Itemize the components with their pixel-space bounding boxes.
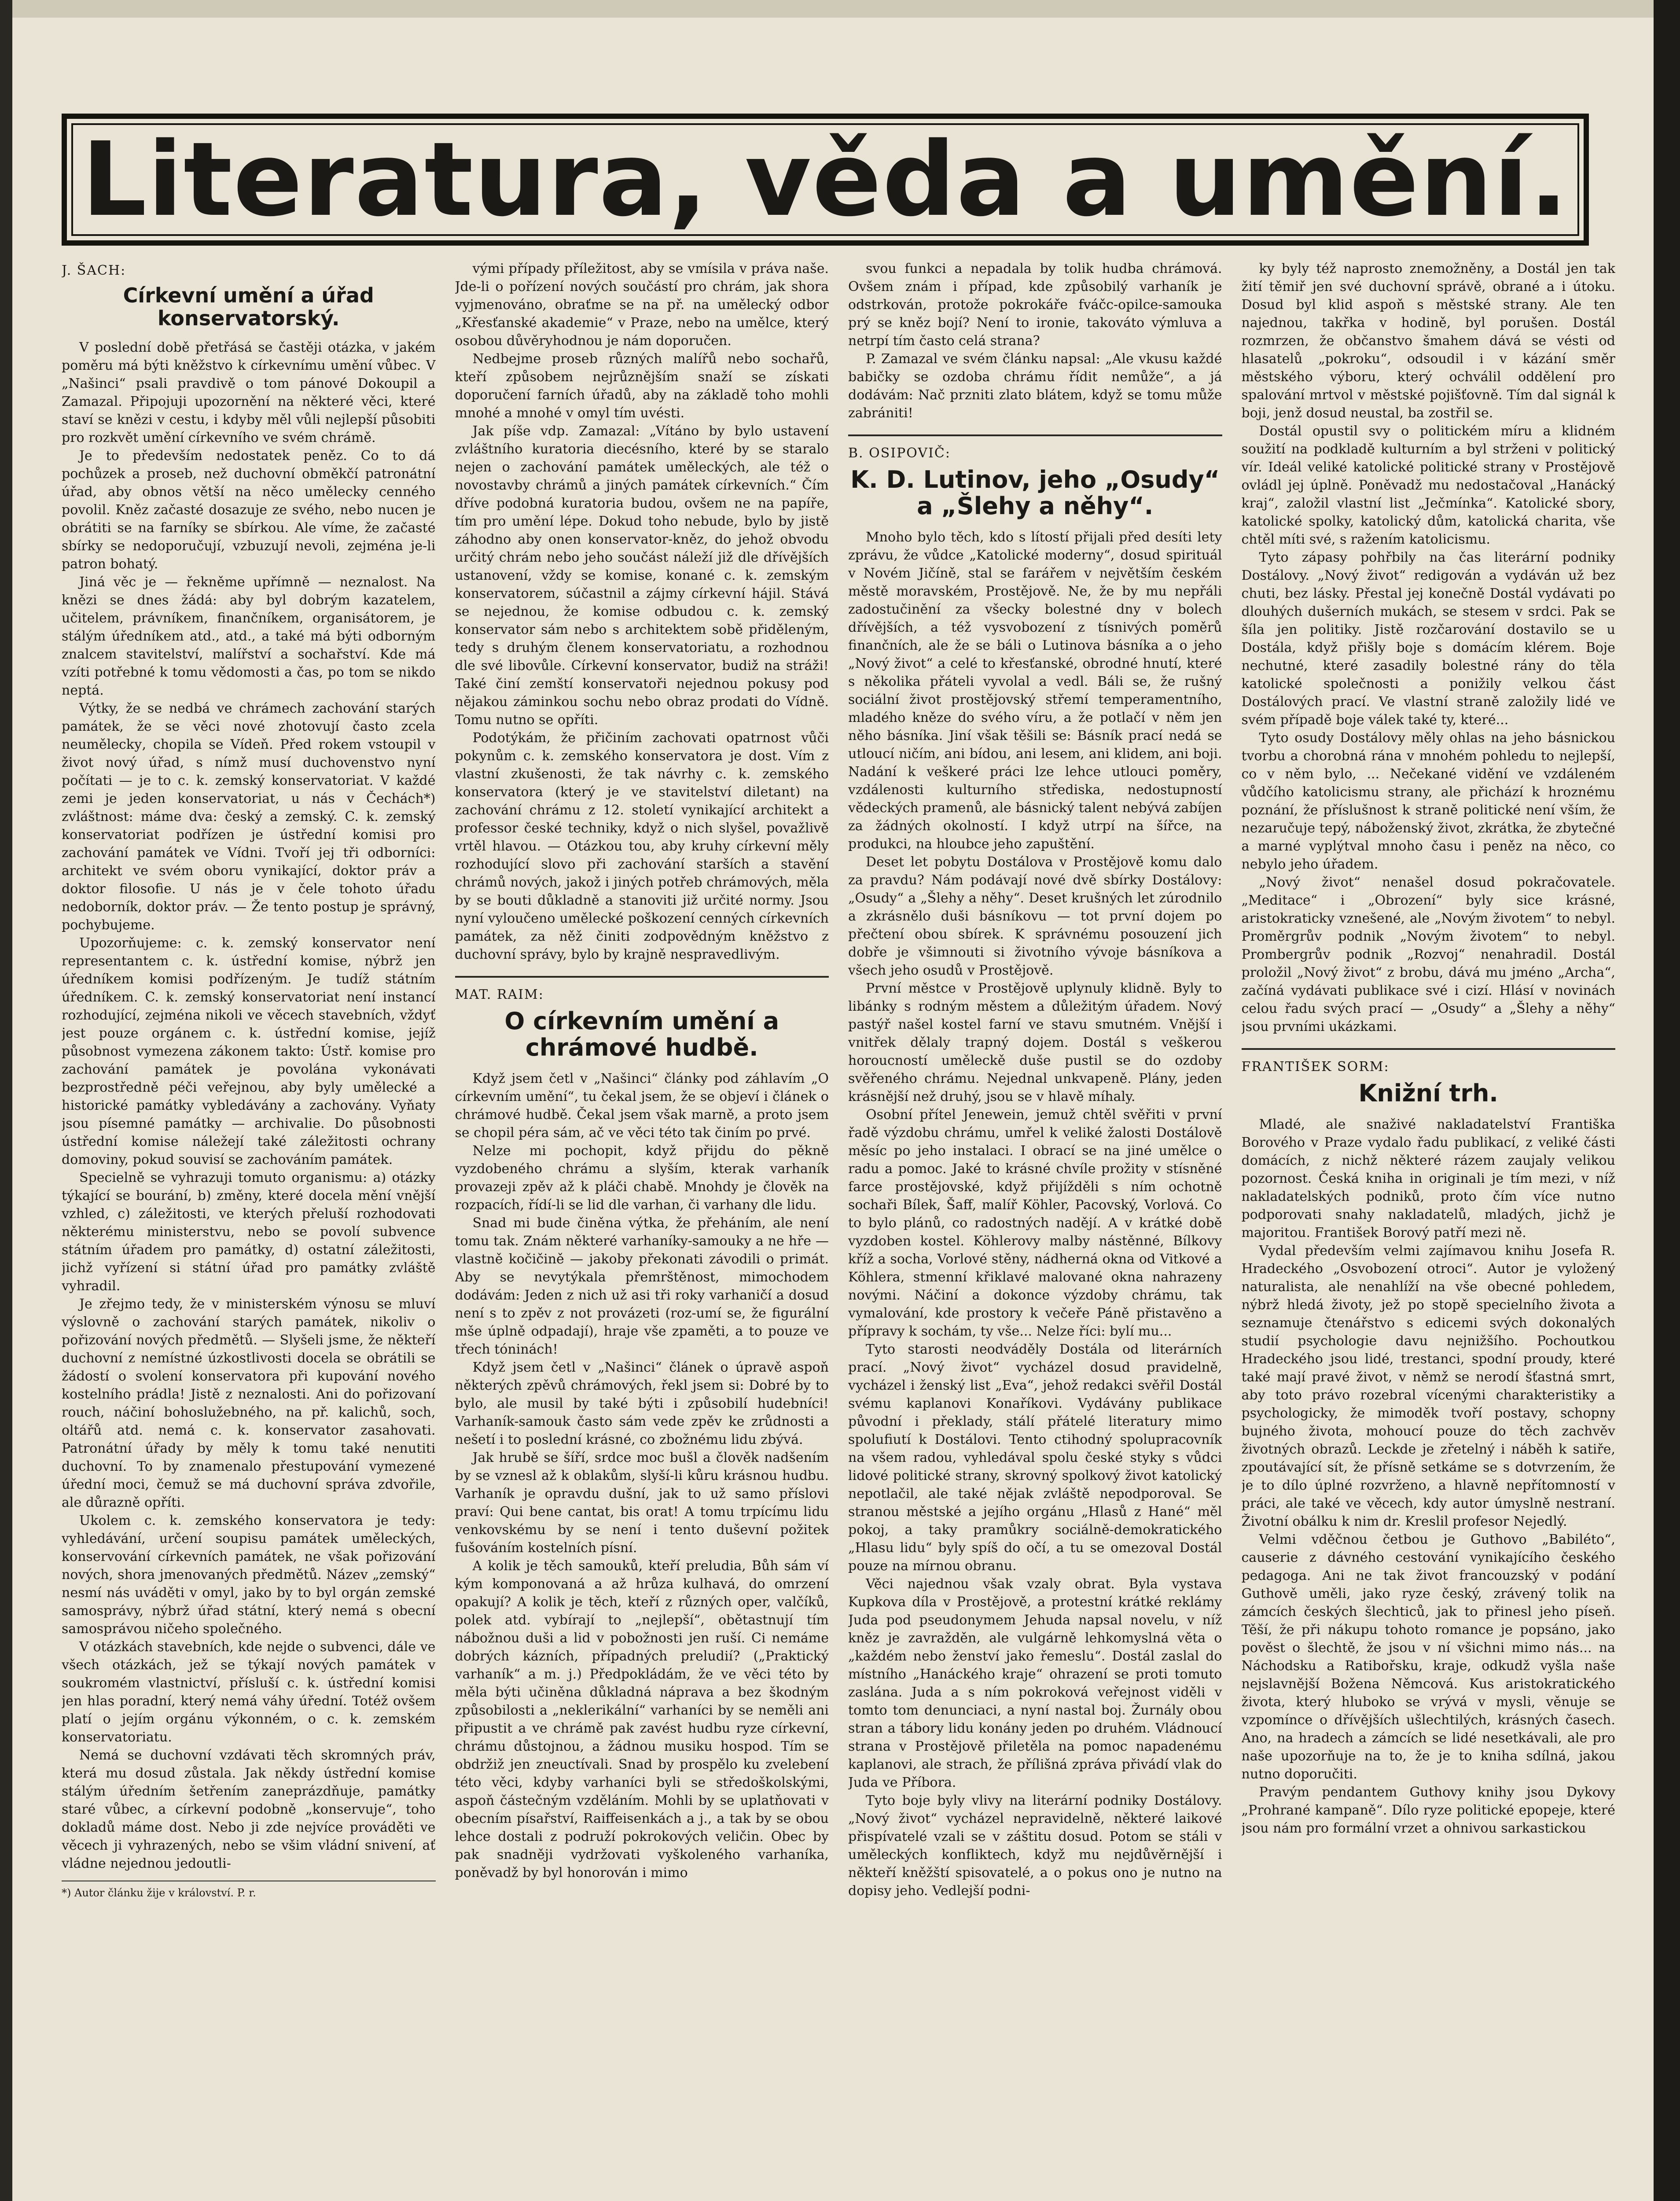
article-divider xyxy=(455,976,829,978)
column-1 xyxy=(62,260,436,2201)
paragraph: Specielně se vyhrazuji tomuto organismu: a) otázky týkající se bourání, b) změny, které docela mění vnější vzhled, c) záležitosti, ve kterých přeluší rozhodovati některému ministerstvu, nebo se povolí subvence státním úřadem pro památky, d) ostatní záležitosti, jichž vyřízení si státní úřad pro památky zvláště vyhradil. xyxy=(62,1170,436,1294)
paragraph: Je to především nedostatek peněz. Co to dá pochůzek a proseb, než duchovní obměkčí patronátní úřad, aby obnos větší na něco umělecky cenného povolil. Kněz začasté dosazuje ze svého, nebo nucen je obrátiti se na farníky se sbírkou. Ale víme, že začasté sbírky se nedoporučují, vzbuzují nevoli, zejména je-li patron bohatý. xyxy=(62,448,436,572)
article-body xyxy=(62,339,436,1873)
paragraph: Upozorňujeme: c. k. zemský konservator není representantem c. k. ústřední komise, nýbrž jen úředníkem komisi podřízeným. Je tudíž státním úředníkem. C. k. zemský konservatoriat není instancí rozhodující, zejména nikoli ve věcech stavebních, vždyť jest pouze orgánem c. k. ústřední komise, jejíž působnost vymezena zákonem takto: Ústř. komise pro zachování památek je povolána vykonávati bezprostředně péči veřejnou, aby byly umělecké a historické památky vybledávány a zachovány. Vyňaty jsou písemné památky — archivalie. Do působnosti ústřední komise náležejí také záležitosti ochrany domoviny, pokud souvisí se zachováním památek. xyxy=(62,935,436,1167)
column-3 xyxy=(848,260,1222,2201)
article-divider xyxy=(1242,1048,1616,1050)
article-title: Knižní trh. xyxy=(1358,1079,1498,1107)
paragraph: Ukolem c. k. zemského konservatora je tedy: vyhledávání, určení soupisu památek uměleckých, konservování církevních památek, ne však pořizování nových, shora jmenovaných předmětů. Název „zemský“ nesmí nás uváděti v omyl, jako by to byl orgán zemské samosprávy, nýbrž úřad státní, který nemá s obecní samosprávou ničeho společného. xyxy=(62,1513,436,1637)
paragraph: Výtky, že se nedbá ve chrámech zachování starých památek, že se věci nové zhotovují často zcela neuměleckу, chopila se Vídeň. Před rokem vstoupil v život nový úřad, s nímž musí duchovenstvo nyní počítati — je to c. k. zemský konservatoriat. V každé zemi je jeden konservatoriat, u nás v Čechách*) zvláštnost: máme dva: český a zemský. C. k. zemský konservatoriat podřízen je ústřední komisi pro zachování památek ve Vídni. Tvoří jej tři odborníci: architekt ve svém oboru vynikající, doktor práv a doktor filosofie. U nás je v čele tohoto úřadu nedoborník, doktor práv. — Že tento postup je správný, pochybujeme. xyxy=(62,701,436,933)
paragraph: Mnoho bylo těch, kdo s lítostí přijali před desíti lety zprávu, že vůdce „Katolické moderny“, dosud spirituál v Novém Jičíně, stal se farářem v největším českém městě moravském, Prostějově. Ne, že by mu nepřáli zadostučinění za všecky bolestné dny v bolech dřívějších, a též vysvobození z tísnivých poměrů finančních, ale že se báli o Lutinova básníka a o jeho „Nový život“ a celé to křesťanské, obrodné hnutí, které s několika přáteli vyvolal a vedl. Báli se, že rušný sociální život prostějovský střemí temperamentního, mladého kněze do svého víru, a že potlačí v něm jen něho básníka. Jiní však těšili se: Básník prací nedá se utloucí ničím, ani bídou, ani lesem, ani klidem, ani boji. Nadání k veškeré práci lze lehce utlouci poměry, vzdálenosti kulturního střediska, nedostupností vědeckých pramenů, ale básnický talent nebývá zabíjen za žádných okolností. I když utrpí na šířce, na produkci, na hloubce jeho zapuštění. xyxy=(848,530,1222,852)
paragraph: „Nový život“ nenašel dosud pokračovatele. „Meditace“ i „Obrození“ byly sice krásné, aristokraticky vznešené, ale „Novým životem“ to nebyl. Proměrgrův podnik „Novým životem“ to nebyl. Prombergrův podnik „Rozvoj“ nenahradil. Dostál proložil „Nový život“ z brobu, dává mu jméno „Archa“, začíná vydávati publikace své i cizí. Hlásí v novinách celou řadu svých prací — „Osudy“ a „Šlehy a něhy“ jsou prvními ukázkami. xyxy=(1241,875,1615,1034)
article-title: K. D. Lutinov, jeho „Osudy“ a „Šlehy a něhy“. xyxy=(850,466,1220,520)
paragraph: Jak hrubě se šíří, srdce moc bušl a člověk nadšením by se vznesl až k oblakům, slyší-li kůru krásnou hudbu. Varhaník je opravdu dušní, jak to už samo příslovi praví: Qui bene cantat, bis orat! A tomu trpícímu lidu venkovskému by se není i tento duševní požitek fušováním kostelních písní. xyxy=(455,1450,829,1556)
paragraph: Věci najednou však vzaly obrat. Byla vystava Kupkova díla v Prostějově, a protestní krátké reklámy Juda pod pseudonymem Jehuda napsal novelu, v níž kněz je zavražděn, ale vulgárně lehkomyslná věta o „každém nebo ženství jako řemeslu“. Dostál zaslal do místního „Hanáckého kraje“ ohrazení se proti tomuto zaslána. Juda a s ním pokroková veřejnost viděli v tomto tom denunciaci, a nyní nastal boj. Žurnály obou stran a tábory lidu konány jeden po druhém. Vládnoucí strana v Prostějově přiletěla na pomoc napadenému kaplanovi, ale strach, že přílišná zpráva přivádí vlak do Juda ve Příbora. xyxy=(848,1576,1222,1790)
article-body xyxy=(848,528,1222,1900)
paragraph: Osobní přítel Jenewein, jemuž chtěl svěřiti v první řadě výzdobu chrámu, umřel k veliké žalosti Dostálově měsíc po jeho instalaci. I obrací se na jiné umělce o radu a pomoc. Jaké to krásné chvíle prožity v stísněné farce prostějovské, když přijížděli s ním ochotně sochaři Bílek, Šaff, malíř Köhler, Pacovský, Vorlová. Co to bylo plánů, co radostných nadějí. A v krátké době vyzdoben kostel. Köhlerovy malby nástěnné, Bílkovy kříž a socha, Vorlové stěny, nádherná okna od Vitkové a Köhlera, stmenní křiklavé malované okna nahrazeny novými. Náčiní a dokonce výzdoby chrámu, tak vymalování, kde prostory k večeře Páně přistavěno a přípravy k sochám, ty vše... Nelze říci: bylí mu... xyxy=(848,1107,1222,1339)
paragraph: Jak píše vdp. Zamazal: „Vítáno by bylo ustavení zvláštního kuratoria diecésního, které by se staralo nejen o zachování památek uměleckých, ale též o novostavby chrámů a jiných památek církevních.“ Čím dříve podobná kuratoria budou, ovšem ne na papíře, tím pro umění lépe. Dokud toho nebude, bylo by jistě záhodno aby onen konservator-kněz, do jehož obvodu určitý chrám nebo jeho součást náleží již dle dřívějších ustanovení, vždy se komise, konané c. k. zemským konservatorem, súčastnil a zájmy církevní hájil. Stává se nejednou, že komise odbudou c. k. zemský konservator sám nebo s architektem sobě přiděleným, tedy s druhým členem konservatoriatu, a rozhodnou dle své libovůle. Církevní konservator, budiž na stráži! Také činí zemští konservatoři nejednou pokusy pod nějakou záminkou sochu nebo obraz prodati do Vídně. Tomu nutno se opříti. xyxy=(455,423,829,728)
article-divider xyxy=(848,434,1222,436)
article-author: B. OSIPOVIČ: xyxy=(848,445,951,461)
article-title: Církevní umění a úřad konservatorský. xyxy=(123,283,374,330)
paragraph: Nelze mi pochopit, když přijdu do pěkně vyzdobeného chrámu a slyším, kterak varhaník provazeji zpěv až k pláči chabě. Mnohdy je člověk na rozpacích, řídí-li se lid dle varhan, či varhany dle lidu. xyxy=(455,1143,829,1213)
paragraph: vými případy příležitost, aby se vmísila v práva naše. Jde-li o pořízení nových součástí pro chrám, jak shora vyjmenováno, obraťme se na př. na umělecký odbor „Křesťanské akademie“ v Praze, nebo na umělce, který osobou důvěryhodnou je nám doporučen. xyxy=(455,261,829,349)
article-body-continued xyxy=(455,260,829,964)
paragraph: ky byly též naprosto znemožněny, a Dostál jen tak žití těmiř jen své duchovní správě, obrané a i útoku. Dosud byl klid aspoň s městské strany. Ale ten najednou, takřka v hodině, byl porušen. Dostál rozmrzen, že občanstvo šmahem dává se vésti od hlasatelů „pokroku“, odsoudil i v kázání směr městského výboru, který ochválil oddělení pro spalování mrtvol v městské pojišťovně. Tím dal signál k boji, jenž dosud neustal, ba zostřil se. xyxy=(1241,261,1615,421)
paragraph: Deset let pobytu Dostálova v Prostějově komu dalo za pravdu? Nám podávají nové dvě sbírky Dostálovy: „Osudy“ a „Šlehy a něhy“. Deset krušných let zúrodnilo a zkrásnělo duši básníkovu — tot první dojem po přečtení obou sbírek. K správnému posouzení jich dobře je všimnouti si životního vývoje básníkova a všech jeho osudů v Prostějově. xyxy=(848,854,1222,978)
article-author: FRANTIŠEK SORM: xyxy=(1241,1059,1390,1075)
paragraph: Tyto osudy Dostálovy měly ohlas na jeho básnickou tvorbu a chorobná rána v mnohém pohledu to nejlepší, co v něm bylo, ... Nečekané vidění ve vzdáleném vůdčího katolicismu strany, ale přichází k hroznému poznání, že příslušnost k straně politické není vším, že nezaručuje tepý, náboženský život, zkrátka, že zbytečné a marné vyplýtval mnoho času i peněz na něco, co nebylo jeho úřadem. xyxy=(1241,730,1615,872)
paragraph: První městce v Prostějově uplynuly klidně. Byly to libánky s rodným městem a důležitým úřadem. Nový pastýř našel kostel farní ve stavu smutném. Vnější i vnitřek dělaly trapný dojem. Dostál s veškerou horoucností uměleckě duše pustil se do ozdoby svěřeného chrámu. Nejednal unkvapeně. Plány, jeden krásnější než druhý, jsou se v hlavě míhaly. xyxy=(848,981,1222,1104)
page-edge-left xyxy=(0,0,12,2201)
paragraph: Mladé, ale snaživé nakladatelství Františka Borového v Praze vydalo řadu publikací, z veliké části domácích, z nichž některé rázem zaujaly velikou pozornost. Česká kniha in originali je tím mezi, v níž nakladatelských podniků, proto čím více nutno podporovati snahy nakladatelů, mladých, jichž je majoritou. František Borový patří mezi ně. xyxy=(1241,1117,1615,1240)
paragraph: Podotýkám, že přičiním zachovati opatrnost vůči pokynům c. k. zemského konservatora je dost. Vím z vlastní zkušenosti, že tak návrhy c. k. zemského konservatora (který je ve stavitelství diletant) na zachování chrámu z 12. století vynikající architekt a professor české techniky, když o nich slyšel, považlivě vrtěl hlavou. — Otázkou tou, aby kruhy církevní měly rozhodující slovo při zachování starších a stavění chrámů nových, jakož i jiných potřeb chrámových, měla by se bouti důkladně a stanoviti již určité normy. Jsou nyní vyloučeno umělecké poškození cenných církevních památek, za něž činiti zodpovědným kněžstvo z duchovní správy, bylo by krajně nespravedlivým. xyxy=(455,730,829,962)
article-columns xyxy=(62,260,1615,2201)
paragraph: svou funkci a nepadala by tolik hudba chrámová. Ovšem znám i případ, kde způsobilý varhaník je odstrkován, protože pokrokáře fváčc-opilce-samouka prý se kněz bojí? Není to ironie, takováto výmluva a netrpí tím často celá strana? xyxy=(848,261,1222,349)
article-body xyxy=(1242,1115,1616,1837)
paragraph: P. Zamazal ve svém článku napsal: „Ale vkusu každé babičky se ozdoba chrámu řídit nemůže“, a já dodávám: Nač przniti zlato blátem, když se tomu může zabrániti! xyxy=(848,351,1222,421)
article-author: MAT. RAIM: xyxy=(455,987,544,1002)
masthead-title: Literatura, věda a umění. xyxy=(81,120,1569,239)
column-2 xyxy=(455,260,829,2201)
paragraph: V otázkách stavebních, kde nejde o subvenci, dále ve všech otázkách, jež se týkají nových památek v soukromém vlastnictví, přísluší c. k. ústřední komisi jen hlas poradní, který nemá váhy úřední. Totéž ovšem platí o jejím orgánu výkonném, o c. k. zemském konservatoriatu. xyxy=(62,1639,436,1745)
paragraph: Dostál opustil svy o politickém míru a klidném soužití na podkladě kulturním a byl strženi v politický vír. Ideál veliké katolické politické strany v Prostějově ovládl jej úplně. Poněvadž mu nedostačoval „Hanácký kraj“, založil vlastní list „Ječmínka“. Katolické sbory, katolické spolky, katolický dům, katolická charita, vše chtěl míti své, s ražením katolicismu. xyxy=(1241,423,1615,547)
paragraph: Nedbejme proseb různých malířů nebo sochařů, kteří způsobem nejrůznějším snaží se získati doporučení farních úřadů, aby na základě toho mohli mnohé a mnohé v omyl tím uvésti. xyxy=(455,351,829,421)
article-title: O církevním umění a chrámové hudbě. xyxy=(504,1007,779,1061)
article-author: J. ŠACH: xyxy=(62,263,126,278)
paragraph: Je zřejmo tedy, že v ministerském výnosu se mluví výslovně o zachování starých památek, nikoliv o pořizování nových předmětů. — Slyšeli jsme, že někteří duchovní z nemístné úzkostlivosti docela se obrátili se žádostí o svolení konservatora při kupování nového kostelního prádla! Jistě z neznalosti. Ani do pořizovaní rouch, náčiní bohoslužebného, na př. kalichů, soch, oltářů atd. nemá c. k. konservator zasahovati. Patronátní úřady by měly k tomu také nenutiti duchovní. To by znamenalo přestupování vymezené úřední moci, čemuž se má duchovní správa zdvořile, ale důrazně opříti. xyxy=(62,1296,436,1510)
paragraph: Velmi vděčnou četbou je Guthovo „Babiléto“, causerie z dávného cestování vynikajícího českého pedagoga. Ani ne tak život francouzský v podání Guthově uměli, jako ryze český, zrávený tolik na zámcích českých šlechticů, jak to přinesl jeho píseň. Těší, že při nákupu tohoto romance je popsáno, jako pověst o šlechtě, že jsou v ní všichni mimo nás... na Náchodsku a Ratibořsku, kraje, odkudž vyšla naše nejslavnější Božena Němcová. Kus aristokratického života, který hluboko se vrývá v mysli, věnuje se vzpomínce o dřívějších ušlechtilých, krásných časech. Ano, na hradech a zámcích se lidé nesetkávali, ale pro naše upozorňuje na to, že je to kniha sdílná, jakou nutno doporučiti. xyxy=(1241,1532,1615,1782)
paragraph: V poslední době přetřásá se častěji otázka, v jakém poměru má býti kněžstvo k církevnímu umění vůbec. V „Našinci“ psali pravdivě o tom pánové Dokoupil a Zamazal. Připojuji upozornění na některé věci, které staví se knězi v cestu, i kdyby měl vůli nejlepší působiti pro rozkvět umění církevního ve svém chrámě. xyxy=(62,340,436,445)
article-body-continued xyxy=(1242,260,1616,1036)
column-4 xyxy=(1242,260,1616,2201)
article-body-continued xyxy=(848,260,1222,422)
paragraph: Nemá se duchovní vzdávati těch skromných práv, která mu dosud zůstala. Jak někdy ústřední komise stálým úředním šetřením zaneprázdňuje, památky staré vůbec, a církevní podobně „konservuje“, toho dokladů máme dost. Nebo ji zde nejvíce prováděti ve věcech ji vyhrazených, nebo se všim vládní snivení, ať vládne nejednou jedoutli- xyxy=(62,1748,436,1871)
section-masthead xyxy=(62,114,1589,246)
paragraph: Když jsem četl v „Našinci“ článek o úpravě aspoň některých zpěvů chrámových, řekl jsem si: Dobré by to bylo, ale musil by také býti i způsobilí hudebníci! Varhaník-samouk často sám vede zpěv ke zrůdnosti a nešetí i to poslední krásné, co zbožnému lidu zbývá. xyxy=(455,1360,829,1447)
page-edge-right xyxy=(1654,0,1680,2201)
paragraph: Jiná věc je — řekněme upřímně — neznalost. Na knězi se dnes žádá: aby byl dobrým kazatelem, učitelem, právníkem, finančníkem, organisátorem, je stálým úředníkem atd., atd., a také má býti odborným znalcem stavitelství, malířství a sochařství. Kde má vzíti potřebné k tomu vědomosti a čas, po tom se nikdo neptá. xyxy=(62,574,436,698)
page-edge-top xyxy=(0,0,1680,18)
paragraph: Pravým pendantem Guthovy knihy jsou Dykovy „Prohrané kampaně“. Dílo ryze politické epopeje, které jsou nám pro formální vrzet a ohnivou sarkastickou xyxy=(1241,1785,1615,1836)
paragraph: Vydal především velmi zajímavou knihu Josefa R. Hradeckého „Osvobození otroci“. Autor je vyložený naturalista, ale nenahlíží na vše obecné pohledem, nýbrž hledá životy, jež po stopě specielního života a seznamuje čtenářstvo s edicemi svých dokonalých studií psychologie davu nejnižšího. Pochoutkou Hradeckého jsou lidé, trestanci, spodní proudy, které také mají pravé život, v němž se nerodí šťastná smrt, aby toto právo rozebral vícenými charakteristiky a psychologicky, že mimoděk tvoří postavy, schopny bujného života, mohoucí pouze do těch zachvěv životných obrazů. Leckde je zřetelný i náběh k satiře, zpoutávající sít, že přísně setkáme se s dotvrzením, že je to dílo úplné rozvrženo, a hlavně nepřítomností v práci, ale také ve věcech, kdy autor úmyslně nestraní. Životní obálku k nim dr. Kreslil profesor Nejedlý. xyxy=(1241,1243,1615,1529)
article-body xyxy=(455,1070,829,1882)
paragraph: Snad mi bude činěna výtka, že přeháním, ale není tomu tak. Znám některé varhaníky-samouky a ne hře — vlastně kočičině — jakoby překonati závodili o primát. Aby se nevytýkala přemrštěnost, mimochodem dodávám: Jeden z nich už asi tři roky varhaničí a dosud není s to zpěv z not provázeti (roz-umí se, že figurální mše úplně odpadají), hraje vše zpaměti, a to pouze ve třech tóninách! xyxy=(455,1215,829,1357)
paragraph: Tyto starosti neodváděly Dostála od literárních prací. „Nový život“ vycházel dosud pravidelně, vycházel i ženský list „Eva“, jehož redakci svěřil Dostál svému kaplanovi Konaříkovi. Vydávány publikace původní i překlady, stálí přátelé literatury mimo spolufiutí k Dostálovi. Tento ctihodný spolupracovník na všem radou, vyhledával spolu české styky s vůdci lidové politické strany, skrovný spolkový život katolický nepotlačil, ale také nějak zvláště nepodporoval. Se stranou městské a jejího orgánu „Hlasů z Hané“ měl pokoj, a taky pramůkry sociálně-demokratického „Hlasu lidu“ byly spíš do očí, a tu se omezoval Dostál pouze na mírnou obranu. xyxy=(848,1342,1222,1574)
footnote: *) Autor článku žije v království. P. r. xyxy=(62,1881,436,1900)
paragraph: Tyto boje byly vlivy na literární podniky Dostálovy. „Nový život“ vycházel nepravidelně, některé laikové přispívatelé vzali se v záštitu dosud. Potom se stáli v uměleckých konfliktech, když mu nejdůvěrnější i někteří kněžští spisovatelé, a o pokus ono je nutno na dopisy jeho. Vedlejší podni- xyxy=(848,1793,1222,1899)
paragraph: A kolik je těch samouků, kteří preludia, Bůh sám ví kým komponovaná a až hrůza kulhavá, do omrzení opakují? A kolik je těch, kteří z různých oper, valčíků, polek atd. vybírají to „nejlepší“, obětastnují tím nábožnou duši a lid v pobožnosti jen ruší. Ci nemáme dobrých kázních, případných preludií? („Praktický varhaník“ a m. j.) Předpokládám, že ve věci této by měla býti učiněna důkladná náprava a bez škodným způsobilosti a „neklerikální“ varhaníci by se neměli ani připustit a ve chrámě pak zavést hudbu ryze církevní, chrámu důstojnou, a žádnou musiku hospod. Tím se obdržiž jen zneuctívali. Snad by prospělo ku zvelebení této věci, kdyby varhaníci byli se středoškolskými, aspoň částečným vzděláním. Mohli by se uplatňovati v obecním písařství, Raiffeisenkách a j., a tak by se obou lehce dostali z podruží pokrokových veličin. Obec by pak snadněji vydržovati vyškoleného varhaníka, poněvadž by byl honorován i mimo xyxy=(455,1558,829,1881)
paragraph: Když jsem četl v „Našinci“ články pod záhlavím „O církevním umění“, tu čekal jsem, že se objeví i článek o chrámové hudbě. Čekal jsem však marně, a proto jsem se chopil péra sám, ač ve věci této tak činím po prvé. xyxy=(455,1071,829,1141)
paragraph: Tyto zápasy pohřbily na čas literární podniky Dostálovy. „Nový život“ redigován a vydáván už bez chuti, bez lásky. Přestal jej konečně Dostál vydávati po dlouhých dušerních mukách, se stesem v srdci. Pak se šíla jen politiky. Jistě rozčarování dostavilo se u Dostála, když přišly boje s domácím klérem. Boje nechutné, které zasadily bolestné rány do těla katolické společnosti a ponižily velkou část Dostálových prací. Ve vlastní straně založily lidé ve svém případě boje válek také ty, které... xyxy=(1241,550,1615,728)
